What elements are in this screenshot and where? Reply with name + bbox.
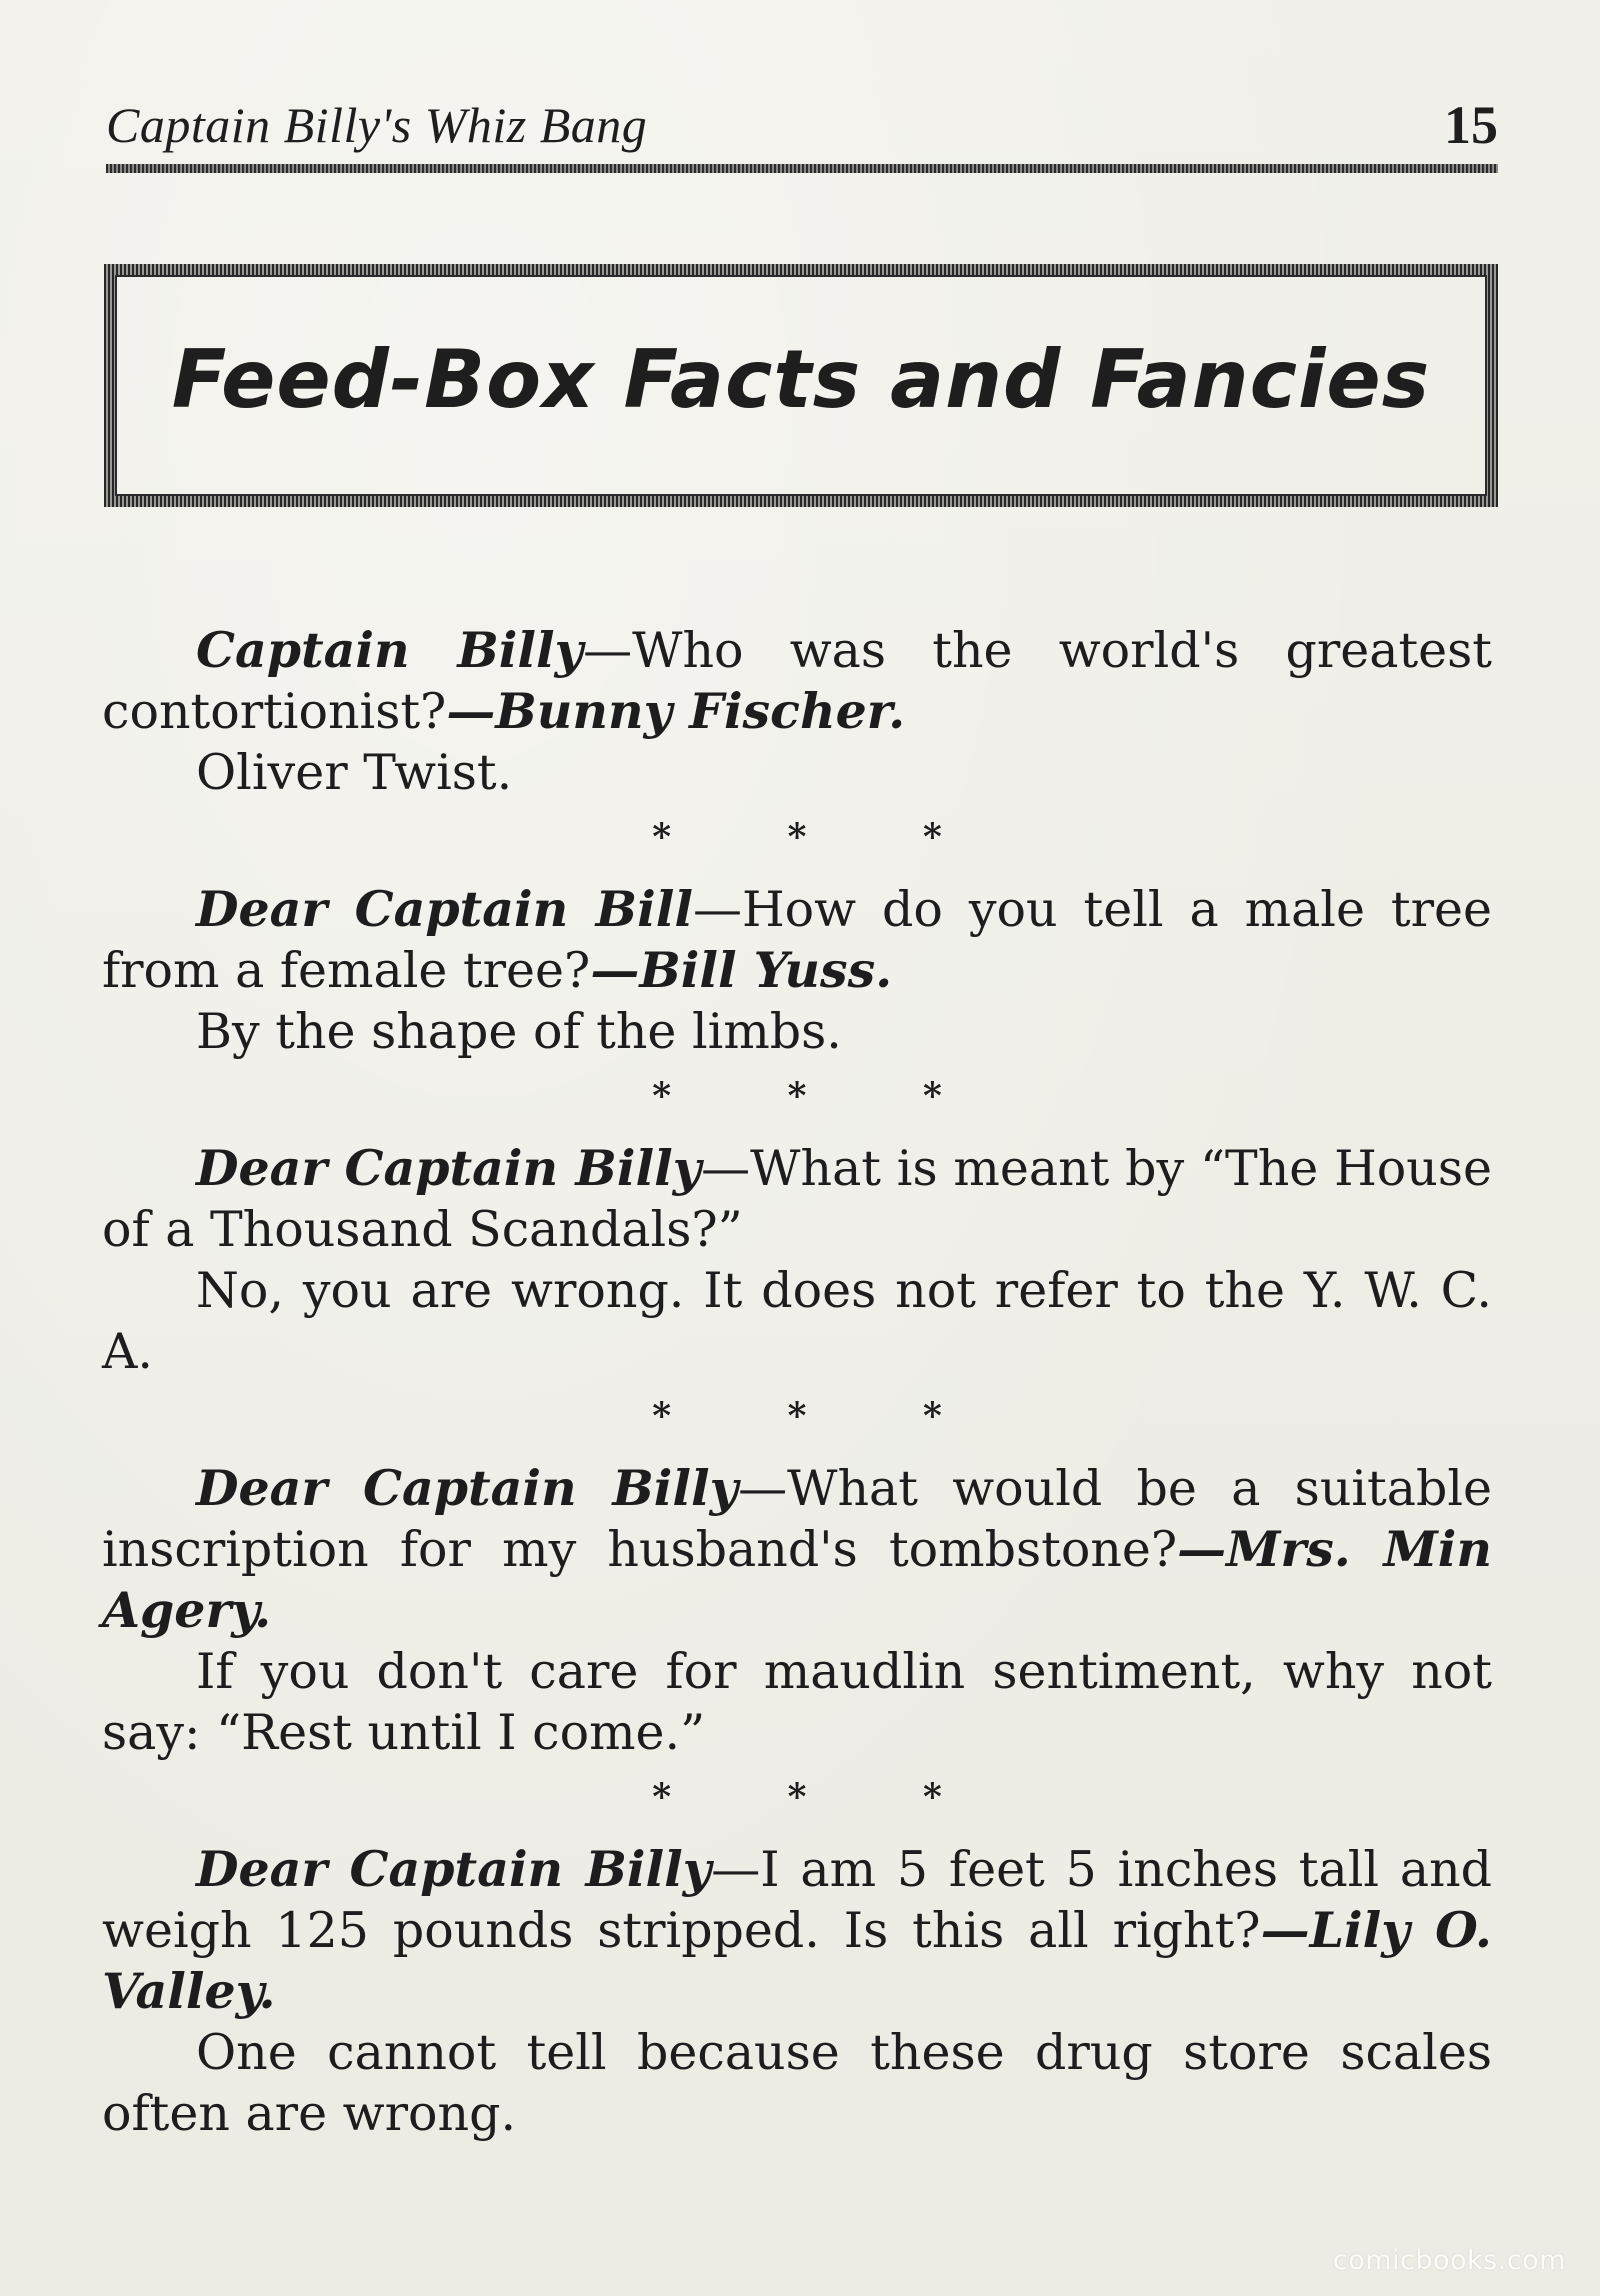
separator-asterisks: * * * [652, 1075, 994, 1117]
letter-question [102, 1138, 1492, 1260]
letter-answer: By the shape of the limbs. [196, 1003, 842, 1060]
letter-signature: —Mrs. Min Agery. [102, 1520, 1492, 1639]
header-rule [106, 164, 1498, 173]
letter-entry [102, 620, 1492, 803]
letter-entry [102, 1839, 1492, 2144]
section-title: Feed-Box Facts and Fancies [171, 333, 1431, 426]
letter-question [102, 620, 1492, 742]
letter-addressee: Dear Captain Bill [196, 880, 693, 938]
letter-entry [102, 1138, 1492, 1382]
letter-addressee: Captain Billy [196, 621, 584, 679]
question-text: —What would be a suitable inscription for my husband's tombstone? [102, 1460, 1492, 1578]
letter-addressee: Dear Captain Billy [196, 1840, 712, 1898]
letter-question [102, 879, 1492, 1001]
letter-addressee: Dear Captain Billy [196, 1459, 739, 1517]
letter-question [102, 1839, 1492, 2022]
question-text: —Who was the world's greatest contortionist? [102, 622, 1492, 740]
question-text: —I am 5 feet 5 inches tall and weigh 125 pounds stripped. Is this all right? [102, 1841, 1493, 1959]
letter-entry [102, 879, 1492, 1062]
question-text: —How do you tell a male tree from a female tree? [102, 881, 1492, 999]
letter-signature: —Bunny Fischer. [446, 682, 906, 740]
separator-asterisks: * * * [652, 816, 994, 858]
question-text: —What is meant by “The House of a Thousand Scandals?” [102, 1140, 1493, 1258]
letter-answer: No, you are wrong. It does not refer to the Y. W. C. A. [102, 1262, 1492, 1380]
watermark-text: comicbooks.com [1332, 2245, 1566, 2276]
letter-question [102, 1458, 1492, 1641]
letter-answer: Oliver Twist. [196, 744, 513, 801]
separator-asterisks: * * * [652, 1776, 994, 1818]
letter-entry [102, 1458, 1492, 1763]
letter-answer: If you don't care for maudlin sentiment, why not say: “Rest until I come.” [102, 1643, 1492, 1761]
magazine-title: Captain Billy's Whiz Bang [106, 97, 648, 153]
letter-answer: One cannot tell because these drug store scales often are wrong. [102, 2024, 1492, 2142]
section-title-box [104, 264, 1498, 507]
letter-signature: —Bill Yuss. [590, 941, 893, 999]
letter-signature: —Lily O. Valley. [102, 1901, 1492, 2020]
separator-asterisks: * * * [652, 1395, 994, 1437]
letters-column [102, 620, 1492, 2144]
page-number: 15 [1444, 95, 1498, 155]
running-header [106, 92, 1498, 162]
letter-addressee: Dear Captain Billy [196, 1139, 702, 1197]
